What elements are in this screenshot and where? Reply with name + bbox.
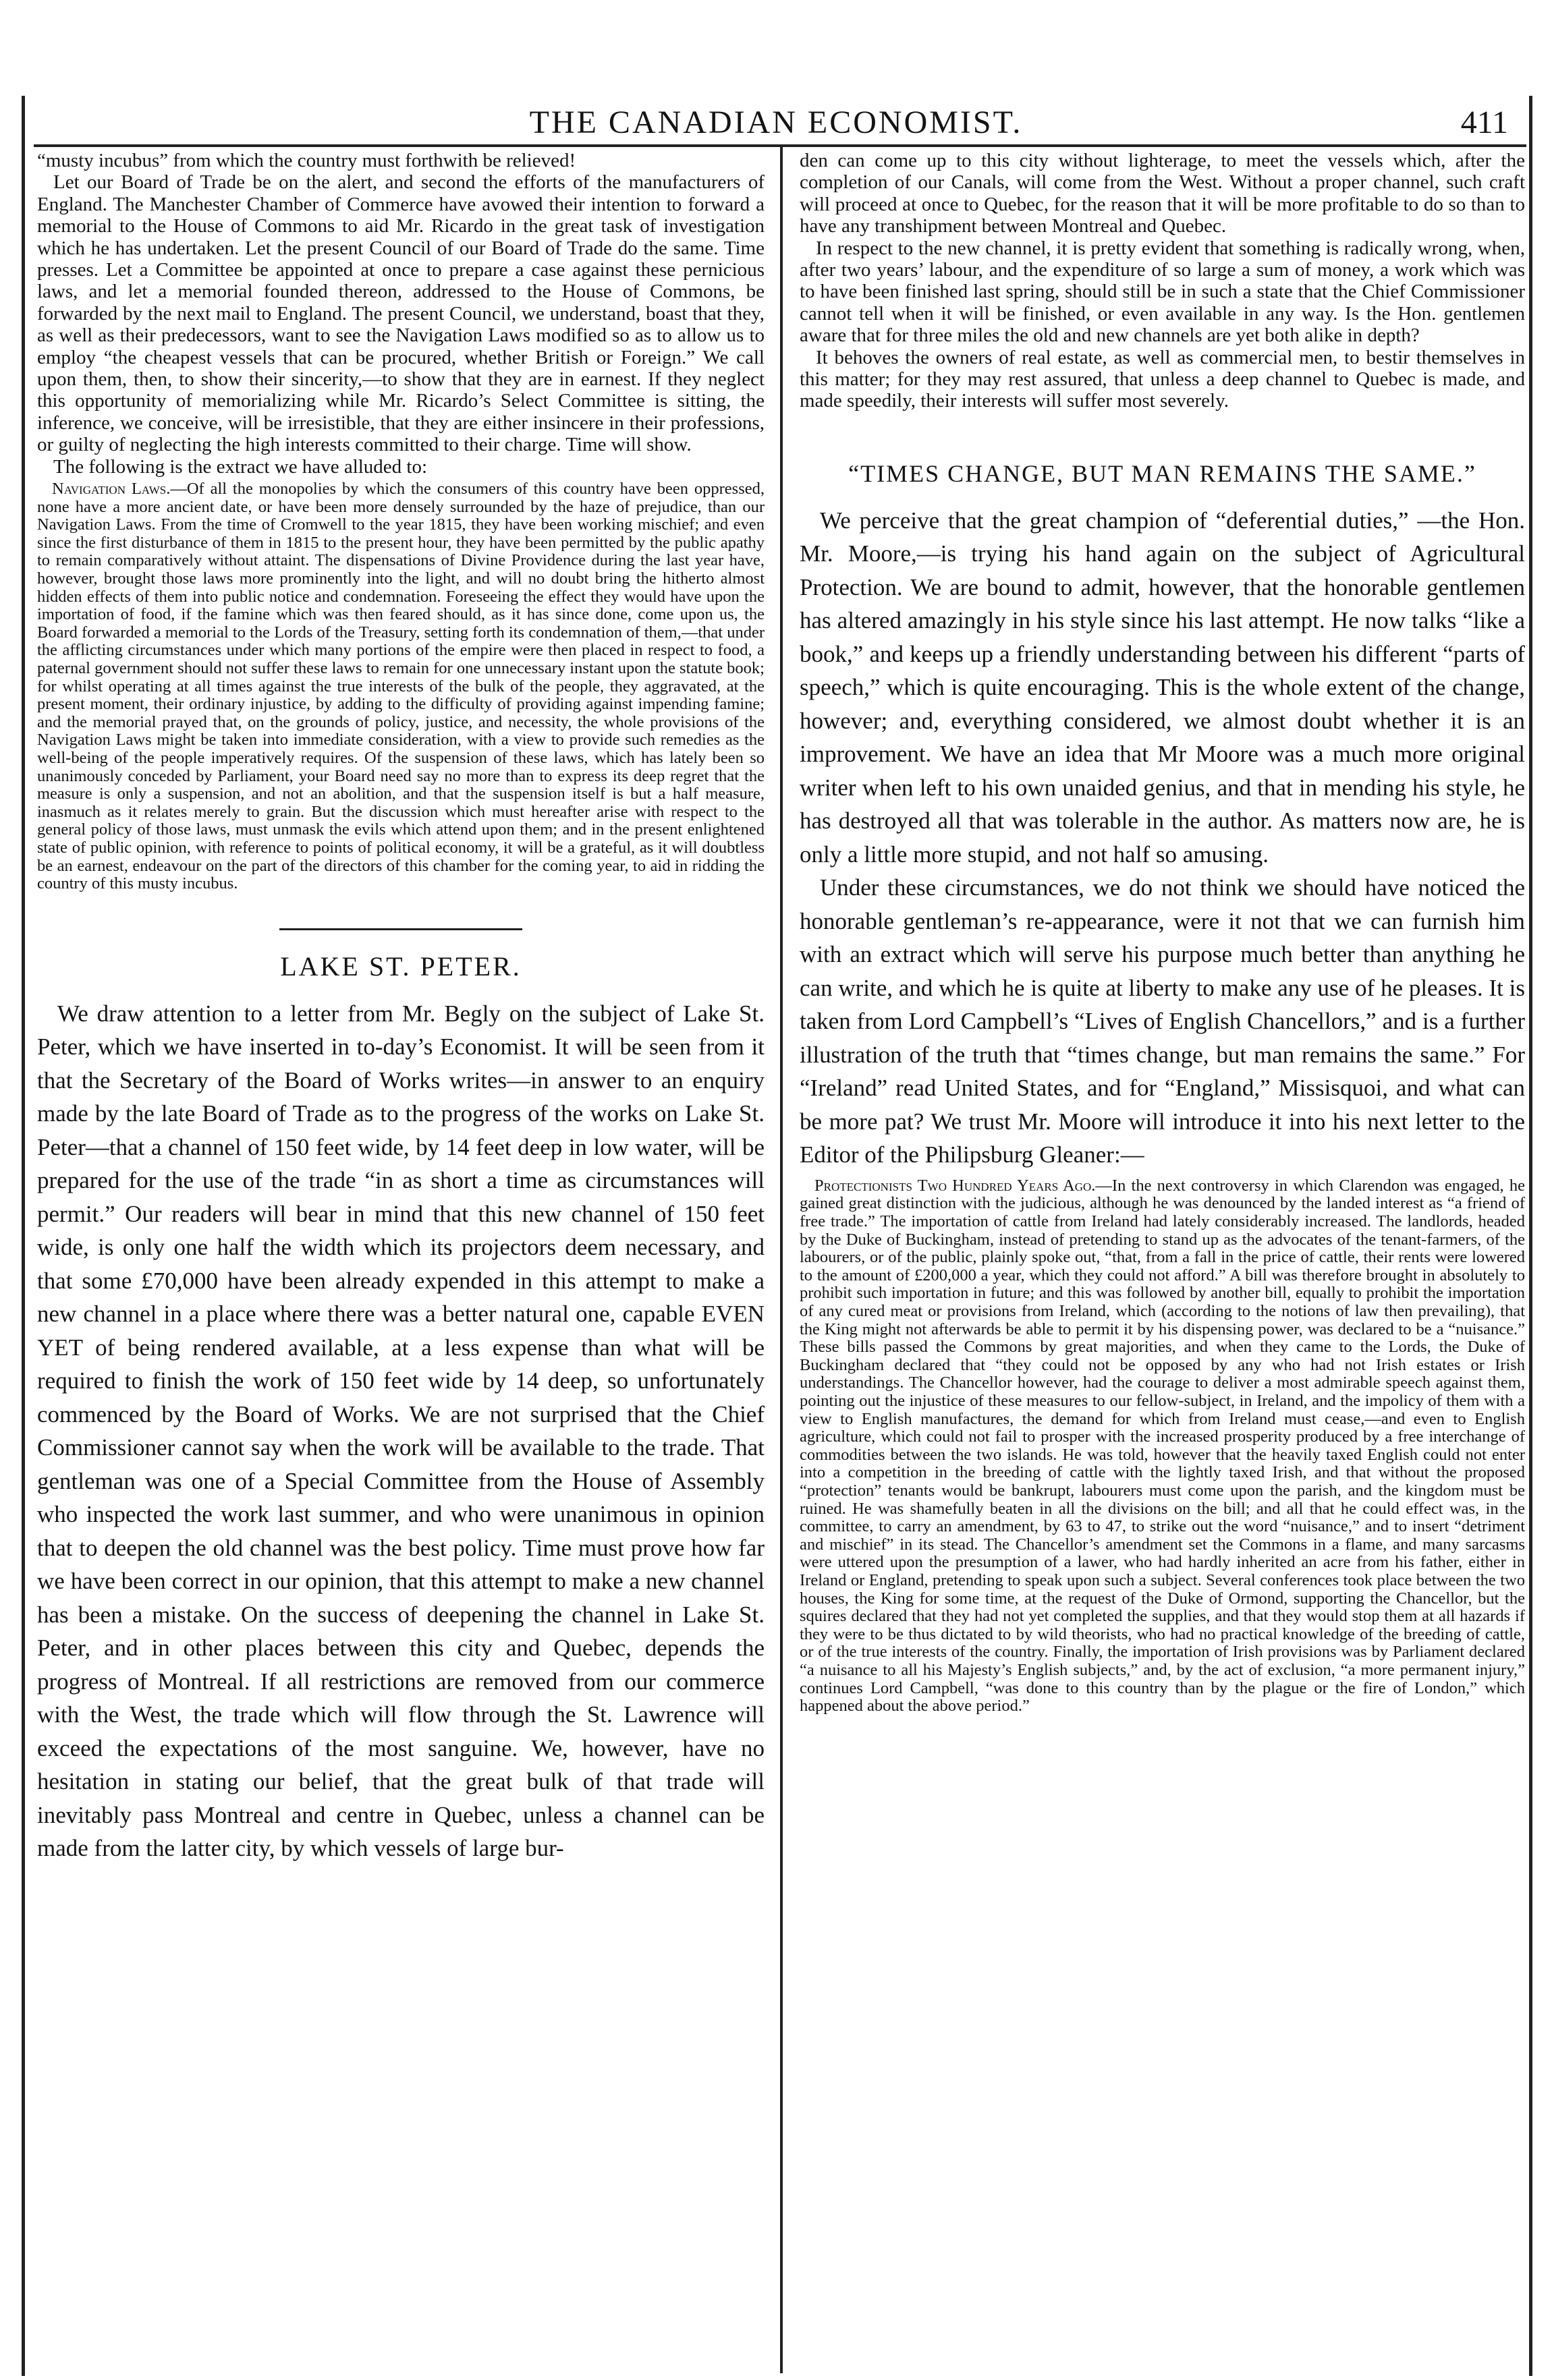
left-column <box>37 150 765 1865</box>
protectionists-extract <box>800 1177 1525 1716</box>
extract-paragraph <box>37 480 765 893</box>
section-title-times-change: “TIMES CHANGE, BUT MAN REMAINS THE SAME.” <box>848 459 1476 487</box>
page-header <box>30 101 1522 143</box>
publication-title: THE CANADIAN ECONOMIST. <box>529 105 1023 140</box>
article-paragraph: It behoves the owners of real estate, as well as commercial men, to bestir themselves in this matter; for they may rest assured, that unless a deep channel to Quebec is made, and made speedily, their interests will suffer most severely. <box>800 346 1525 412</box>
article-paragraph: In respect to the new channel, it is pretty evident that something is radically wrong, when, after two years’ labour, and the expenditure of so large a sum of money, a work which was to have been finished last spring, should still be in such a state that the Chief Commissioner cannot tell when it will be finished, or even available in any way. Is the Hon. gentlemen aware that for three miles the old and new channels are yet both alike in depth? <box>800 237 1525 347</box>
lake-st-peter-article <box>37 997 765 1865</box>
extract-text: —In the next controversy in which Clarendon was engaged, he gained great distinction with the judicious, although he was denounced by the landed interest as “a friend of free trade.” The importation of cattle from Ireland had lately considerably increased. The landlords, headed by the Duke of Buckingham, instead of pretending to stand up as the advocates of the tenant-farmers, of the labourers, or of the public, plainly spoke out, “that, from a fall in the price of cattle, their rents were lowered to the amount of £200,000 a year, which they could not afford.” A bill was therefore brought in absolutely to prohibit such importation in future; and this was followed by another bill, equally to prohibit the importation of any cured meat or provisions from Ireland, which (according to the notions of law then prevailing), that the King might not afterwards be able to permit it by his dispensing power, was declared to be a “nuisance.” These bills passed the Commons by great majorities, and when they came to the Lords, the Duke of Buckingham declared that “they could not be opposed by any who had not Irish estates or Irish understandings. The Chancellor however, had the courage to deliver a most admirable speech against them, pointing out the injustice of these measures to our fellow-subject, in Ireland, and the impolicy of them with a view to English manufactures, the demand for which from Ireland must cease,—and even to English agriculture, which could not fail to prosper with the increased prosperity produced by a free interchange of commodities between the two islands. He was told, however that the heavily taxed English could not enter into a competition in the breeding of cattle with the lightly taxed Irish, and that without the proposed “protection” tenants would be bankrupt, labourers must come upon the parish, and the kingdom must be ruined. He was shamefully beaten in all the divisions on the bill; and all that he could effect was, in the committee, to carry an amendment, by 63 to 47, to strike out the word “nuisance,” and to insert “detriment and mischief” in its stead. The Chancellor’s amendment set the Commons in a flame, and many sarcasms were uttered upon the presumption of a lawer, who had hardly inherited an acre from his father, either in Ireland or England, pretending to speak upon such a subject. Several conferences took place between the two houses, the King for some time, at the request of the Duke of Ormond, supporting the Chancellor, but the squires declared that they had not yet completed the supplies, and that they would stop them at all hazards if they were to be thus dictated to by wild theorists, who had no practical knowledge of the breeding of cattle, or of the true interests of the country. Finally, the importation of Irish provisions was by Parliament declared “a nuisance to all his Majesty’s English subjects,” and, by the act of exclusion, “a more permanent injury,” continues Lord Campbell, “was done to this country than by the plague or the fire of London,” which happened about the above period.” <box>800 1176 1525 1716</box>
column-divider <box>780 147 783 2373</box>
right-column <box>800 150 1525 1716</box>
opening-article <box>37 150 765 478</box>
extract-text: —Of all the monopolies by which the consumers of this country have been oppressed, none have a more ancient date, or have been more densely surrounded by the haze of prejudice, than our Navigation Laws. From the time of Cromwell to the year 1815, they have been working mischief; and even since the first disturbance of them in 1815 to the present hour, they have been permitted by the public apathy to remain comparatively without attaint. The dispensations of Divine Providence during the last year have, however, brought those laws more prominently into the light, and will no doubt bring the hitherto almost hidden effects of them into public notice and condemnation. Foreseeing the effect they would have upon the importation of food, if the famine which was then feared should, as it has since done, come upon us, the Board forwarded a memorial to the Lords of the Treasury, setting forth its condemnation of them,—that under the afflicting circumstances under which many portions of the empire were then placed in respect to food, a paternal government should not suffer these laws to remain for one unnecessary instant upon the statute book; for whilst operating at all times against the true interests of the bulk of the people, they aggravated, at the present moment, their ordinary injustice, by adding to the difficulty of providing against impending famine; and the memorial prayed that, on the grounds of policy, justice, and necessity, the whole provisions of the Navigation Laws might be taken into immediate consideration, with a view to provide such remedies as the well-being of the people imperatively requires. Of the suspension of these laws, which has lately been so unanimously conceded by Parliament, your Board need say no more than to express its deep regret that the measure is only a suspension, and not an abolition, and that the suspension itself is but a half measure, inasmuch as it relates merely to grain. But the discussion which must hereafter arise with respect to the general policy of those laws, must unmask the evils which attend upon them; and in the present enlightened state of public opinion, with reference to points of political economy, it will be a grateful, as it will doubtless be an earnest, endeavour on the part of the directors of this chamber for the coming year, to aid in ridding the country of this musty incubus. <box>37 480 765 893</box>
article-paragraph: Let our Board of Trade be on the alert, and second the efforts of the manufacturers of England. The Manchester Chamber of Commerce have avowed their intention to forward a memorial to the House of Commons to aid Mr. Ricardo in the great task of investigation which he has undertaken. Let the present Council of our Board of Trade do the same. Time presses. Let a Committee be appointed at once to prepare a case against these pernicious laws, and let a memorial founded thereon, addressed to the House of Commons, be forwarded by the next mail to England. The present Council, we understand, boast that they, as well as their predecessors, want to see the Navigation Laws modified so as to allow us to employ “the cheapest vessels that can be procured, whether British or Foreign.” We call upon them, then, to show their sincerity,—to show that they are in earnest. If they neglect this opportunity of memorializing while Mr. Ricardo’s Select Committee is sitting, the inference, we conceive, will be irresistible, that they are either insincere in their professions, or guilty of neglecting the high interests committed to their charge. Time will show. <box>37 171 765 456</box>
section-rule <box>279 928 522 930</box>
article-paragraph: “musty incubus” from which the country must forthwith be relieved! <box>37 150 576 171</box>
article-paragraph: Under these circumstances, we do not think we should have noticed the honorable gentleman’s re-appearance, were it not that we can furnish him with an extract which will serve his purpose much better than anything he can write, and which he is quite at liberty to make any use of he pleases. It is taken from Lord Campbell’s “Lives of English Chancellors,” and is a further illustration of the truth that “times change, but man remains the same.” For “Ireland” read United States, and for “England,” Missisquoi, and what can be more pat? We trust Mr. Moore will introduce it into his next letter to the Editor of the Philipsburg Gleaner:— <box>800 874 1525 1168</box>
page-number: 411 <box>1460 105 1508 140</box>
extract-paragraph <box>800 1177 1525 1716</box>
extract-lead: Protectionists Two Hundred Years Ago. <box>814 1176 1096 1195</box>
article-paragraph: den can come up to this city without lighterage, to meet the vessels which, after the completion of our Canals, will come from the West. Without a proper channel, such craft will proceed at once to Quebec, for the reason that it will be more profitable to do so than to have any transhipment between Montreal and Quebec. <box>800 150 1525 237</box>
section-title-lake-st-peter: LAKE ST. PETER. <box>280 951 522 982</box>
article-paragraph: We perceive that the great champion of “deferential duties,” —the Hon. Mr. Moore,—is trying his hand again on the subject of Agricultural Protection. We are bound to admit, however, that the honorable gentlemen has altered amazingly in his style since his last attempt. He now talks “like a book,” and keeps up a friendly understanding between his different “parts of speech,” which is quite encouraging. This is the whole extent of the change, however; and, everything considered, we almost doubt whether it is an improvement. We have an idea that Mr Moore was a much more original writer when left to his own unaided genius, and that in mending his style, he has destroyed all that was tolerable in the author. As matters now are, he is only a little more stupid, and not half so amusing. <box>800 507 1525 868</box>
left-border-rule <box>22 96 25 2376</box>
extract-lead: Navigation Laws. <box>52 480 171 499</box>
article-paragraph: The following is the extract we have alluded to: <box>53 455 428 478</box>
times-change-article <box>800 504 1525 1172</box>
lake-st-peter-continuation <box>800 150 1525 412</box>
article-paragraph: We draw attention to a letter from Mr. Begly on the subject of Lake St. Peter, which we have inserted in to-day’s Economist. It will be seen from it that the Secretary of the Board of Works writes—in answer to an enquiry made by the late Board of Trade as to the progress of the works on Lake St. Peter—that a channel of 150 feet wide, by 14 feet deep in low water, will be prepared for the use of the trade “in as short a time as circumstances will permit.” Our readers will bear in mind that this new channel of 150 feet wide, is only one half the width which its projectors deem necessary, and that some £70,000 have been already expended in this attempt to make a new channel in a place where there was a better natural one, capable EVEN YET of being rendered available, at a less expense than what will be required to finish the work of 150 feet wide by 14 deep, so unfortunately commenced by the Board of Works. We are not surprised that the Chief Commissioner cannot say when the work will be available to the trade. That gentleman was one of a Special Committee from the House of Assembly who inspected the work last summer, and who were unanimous in opinion that to deepen the old channel was the best policy. Time must prove how far we have been correct in our opinion, that this attempt to make a new channel has been a mistake. On the success of deepening the channel in Lake St. Peter, and in other places between this city and Quebec, depends the progress of Montreal. If all restrictions are removed from our commerce with the West, the trade which will flow through the St. Lawrence will exceed the expectations of the most sanguine. We, however, have no hesitation in stating our belief, that the great bulk of that trade will inevitably pass Montreal and centre in Quebec, unless a channel can be made from the latter city, by which vessels of large bur- <box>37 1000 765 1862</box>
navigation-laws-extract <box>37 480 765 893</box>
right-border-rule <box>1529 96 1532 2376</box>
